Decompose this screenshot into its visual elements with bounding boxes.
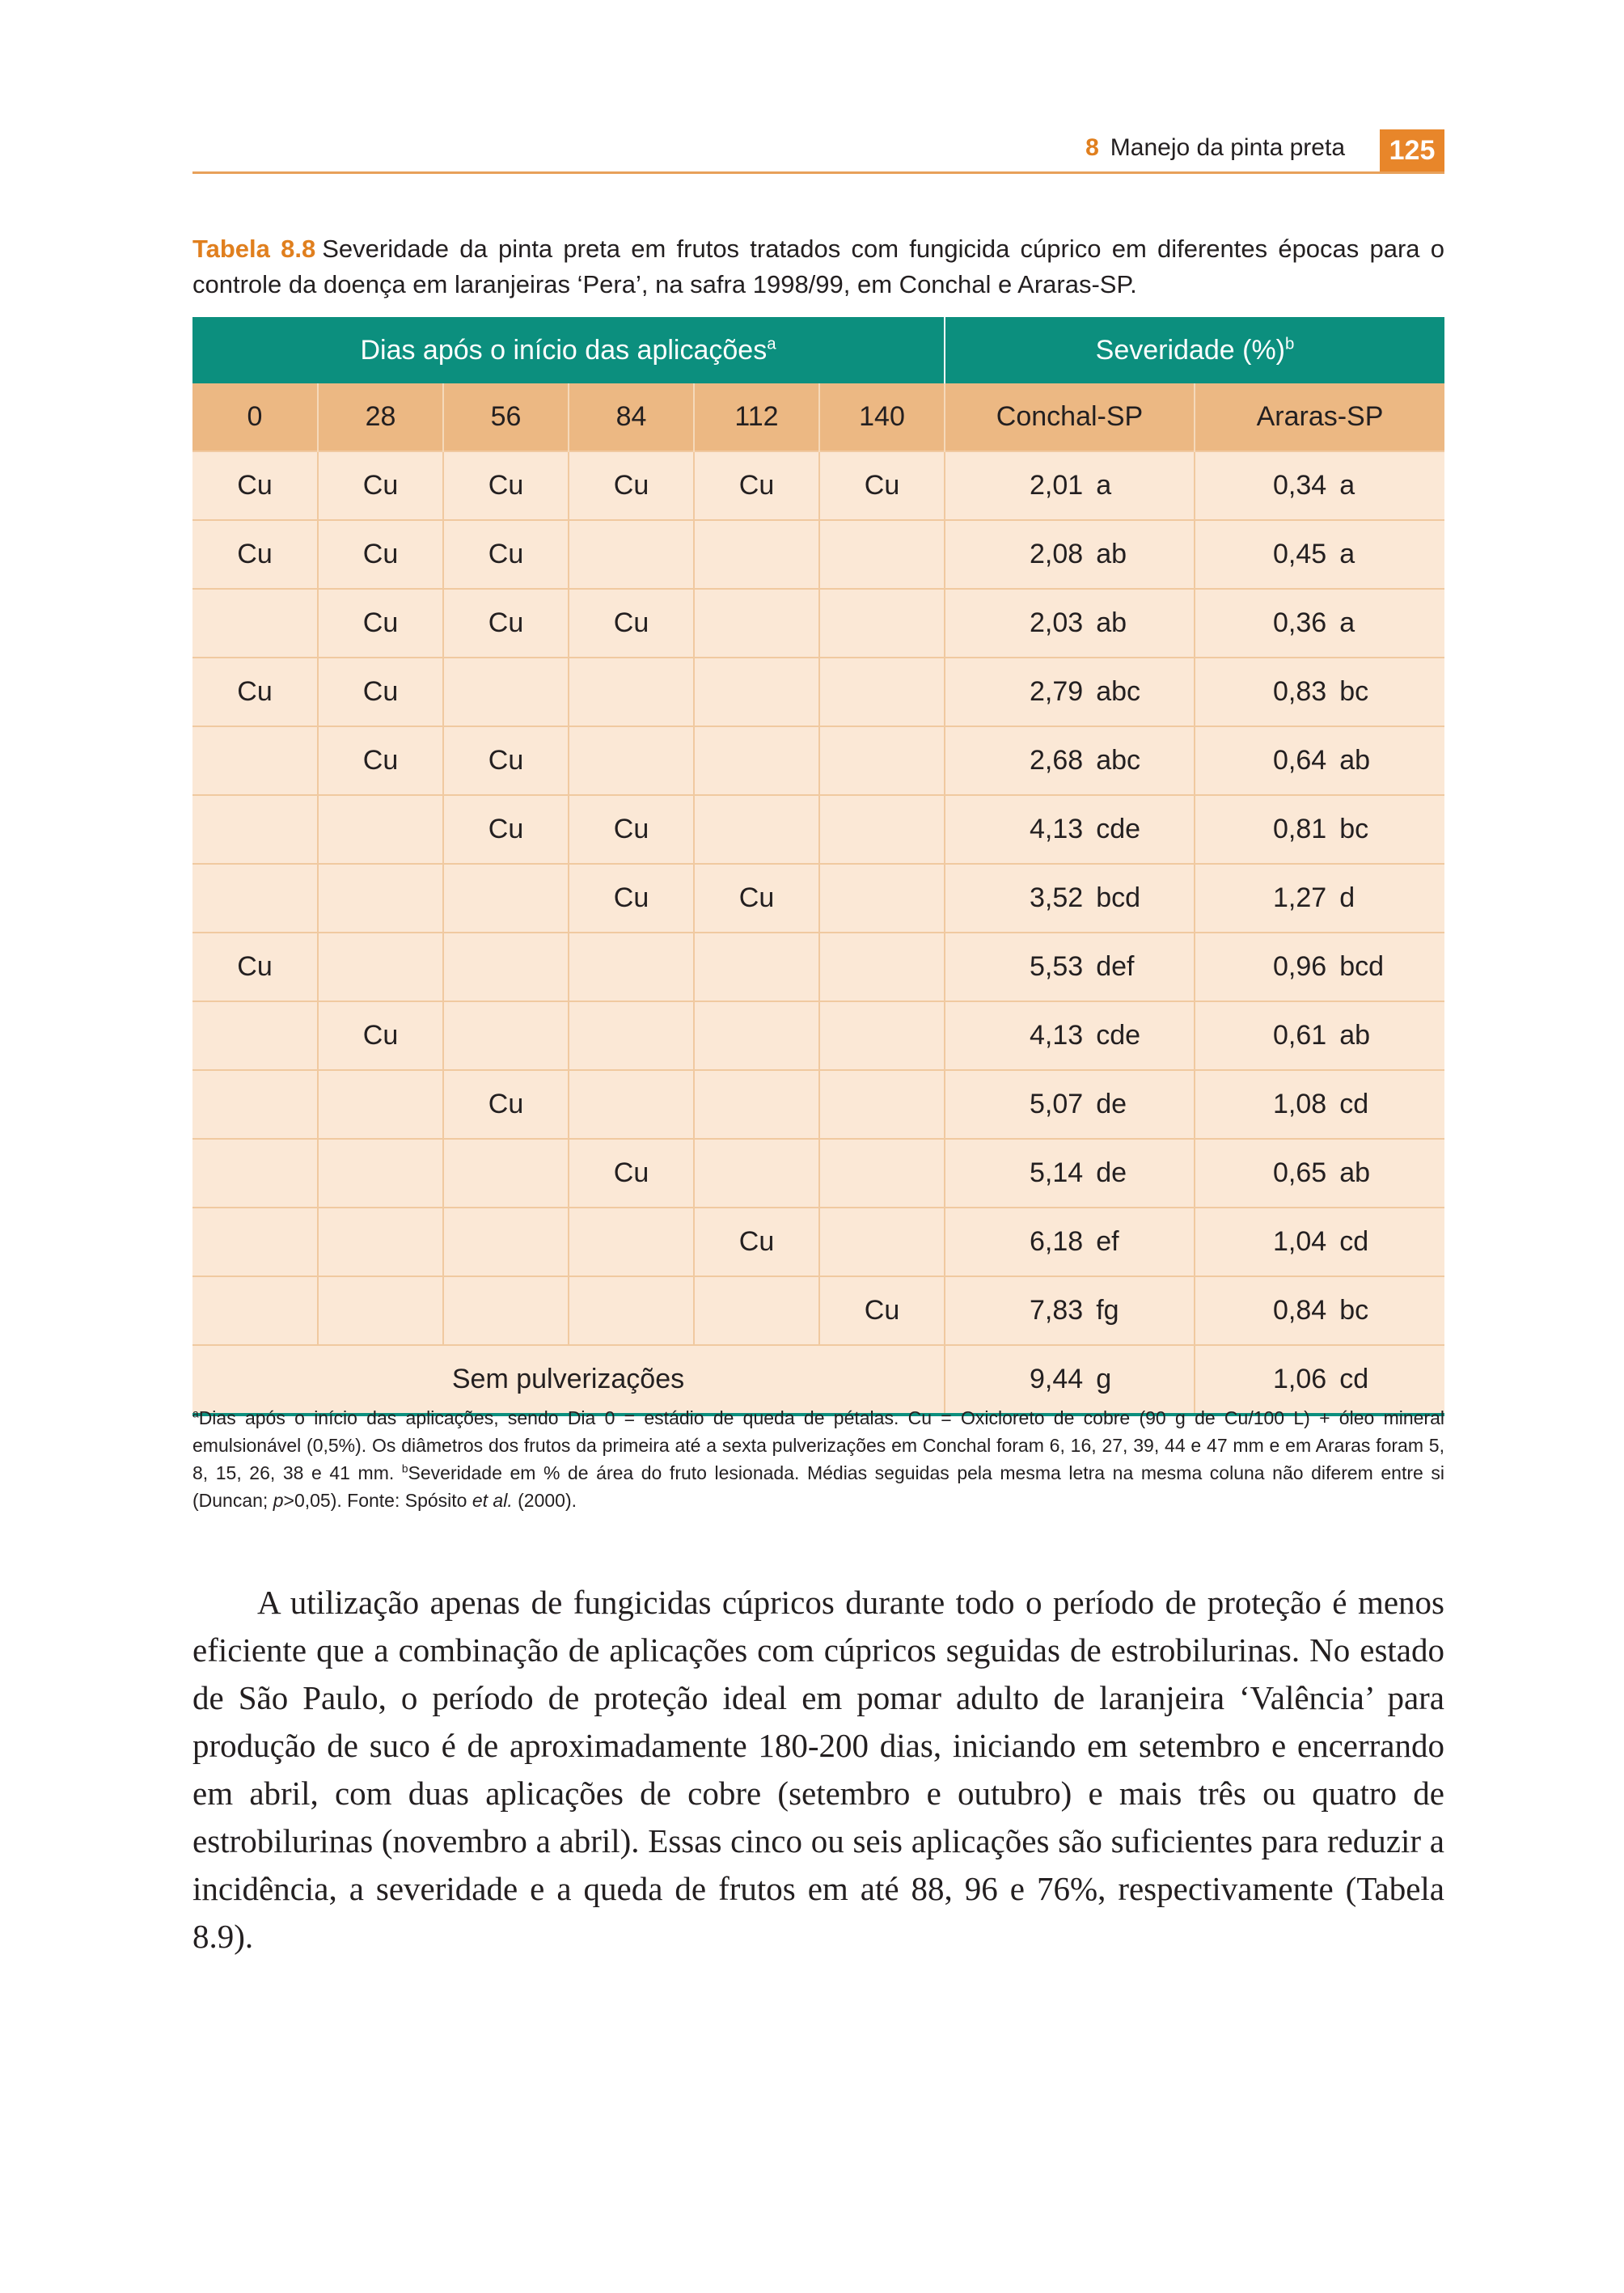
application-cell bbox=[192, 795, 318, 864]
column-header: 0 bbox=[192, 383, 318, 451]
application-cell bbox=[569, 1208, 694, 1276]
severity-cell: 2,68 abc bbox=[945, 726, 1195, 795]
application-cell bbox=[569, 1001, 694, 1070]
application-cell bbox=[819, 864, 945, 933]
column-header: 112 bbox=[694, 383, 819, 451]
application-cell bbox=[819, 726, 945, 795]
table-row bbox=[192, 795, 1444, 864]
severity-cell: 5,53 def bbox=[945, 933, 1195, 1001]
application-cell: Cu bbox=[694, 451, 819, 520]
severity-group-header: Severidade (%)$^b$ bbox=[945, 317, 1444, 383]
table-row bbox=[192, 1276, 1444, 1345]
severity-cell: 1,06 cd bbox=[1195, 1345, 1444, 1415]
application-cell bbox=[819, 1208, 945, 1276]
severity-cell: 0,45 a bbox=[1195, 520, 1444, 589]
application-cell bbox=[192, 1208, 318, 1276]
application-cell bbox=[443, 864, 569, 933]
table-caption-text: Severidade da pinta preta em frutos tratados com fungicida cúprico em diferentes épocas para o controle da doença em laranjeiras ‘Pera’, na safra 1998/99, em Conchal e Araras-SP. bbox=[192, 235, 1444, 298]
application-cell: Cu bbox=[569, 864, 694, 933]
application-cell bbox=[443, 1001, 569, 1070]
application-cell: Cu bbox=[192, 520, 318, 589]
severity-cell: 2,01 a bbox=[945, 451, 1195, 520]
application-cell bbox=[694, 795, 819, 864]
page-number: 125 bbox=[1380, 129, 1444, 171]
application-cell bbox=[192, 1001, 318, 1070]
severity-cell: 1,08 cd bbox=[1195, 1070, 1444, 1139]
chapter-title: Manejo da pinta preta bbox=[1110, 134, 1345, 161]
severity-cell: 7,83 fg bbox=[945, 1276, 1195, 1345]
application-cell bbox=[318, 864, 443, 933]
severity-cell: 0,61 ab bbox=[1195, 1001, 1444, 1070]
severity-cell: 0,83 bc bbox=[1195, 658, 1444, 726]
application-cell bbox=[819, 1001, 945, 1070]
severity-cell: 0,36 a bbox=[1195, 589, 1444, 658]
application-cell bbox=[694, 658, 819, 726]
application-cell bbox=[569, 1276, 694, 1345]
application-cell bbox=[318, 795, 443, 864]
application-cell bbox=[819, 658, 945, 726]
application-cell bbox=[819, 933, 945, 1001]
application-cell bbox=[318, 1276, 443, 1345]
application-cell: Cu bbox=[318, 589, 443, 658]
application-cell bbox=[694, 1001, 819, 1070]
application-cell: Cu bbox=[443, 520, 569, 589]
application-cell bbox=[694, 520, 819, 589]
severity-table bbox=[192, 317, 1444, 1416]
severity-cell: 5,07 de bbox=[945, 1070, 1195, 1139]
untreated-label: Sem pulverizações bbox=[192, 1345, 945, 1415]
application-cell bbox=[819, 1070, 945, 1139]
application-cell bbox=[569, 658, 694, 726]
application-cell: Cu bbox=[192, 451, 318, 520]
application-cell: Cu bbox=[192, 933, 318, 1001]
column-header: Araras-SP bbox=[1195, 383, 1444, 451]
application-cell: Cu bbox=[318, 451, 443, 520]
application-cell bbox=[694, 1139, 819, 1208]
severity-cell: 6,18 ef bbox=[945, 1208, 1195, 1276]
application-cell bbox=[318, 933, 443, 1001]
severity-cell: 4,13 cde bbox=[945, 1001, 1195, 1070]
application-cell bbox=[694, 589, 819, 658]
table-footnote: $^a$Dias após o início das aplicações, sendo Dia 0 = estádio de queda de pétalas. Cu = Oxicloreto de cobre (90 g de Cu/100 L) + óleo mineral emulsionável (0,5%). Os diâmetros dos frutos da primeira até a sexta pulverizações em Conchal foram 6, 16, 27, 39, 44 e 47 mm e em Araras foram 5, 8, 15, 26, 38 e 41 mm. $^b$Severidade em % de área do fruto lesionada. Médias seguidas pela mesma letra na mesma coluna não diferem entre si (Duncan; p>0,05). Fonte: Spósito et al. (2000). bbox=[192, 1407, 1444, 1511]
severity-cell: 0,81 bc bbox=[1195, 795, 1444, 864]
severity-cell: 0,64 ab bbox=[1195, 726, 1444, 795]
table-row bbox=[192, 1139, 1444, 1208]
application-cell: Cu bbox=[318, 520, 443, 589]
application-cell bbox=[569, 1070, 694, 1139]
application-cell: Cu bbox=[819, 1276, 945, 1345]
severity-cell: 0,34 a bbox=[1195, 451, 1444, 520]
application-cell: Cu bbox=[318, 726, 443, 795]
column-header: Conchal-SP bbox=[945, 383, 1195, 451]
application-cell: Cu bbox=[569, 451, 694, 520]
application-cell: Cu bbox=[192, 658, 318, 726]
application-cell: Cu bbox=[569, 1139, 694, 1208]
chapter-number: 8 bbox=[1085, 134, 1099, 161]
application-cell bbox=[192, 589, 318, 658]
severity-cell: 3,52 bcd bbox=[945, 864, 1195, 933]
application-cell bbox=[819, 520, 945, 589]
application-cell: Cu bbox=[819, 451, 945, 520]
application-cell bbox=[443, 933, 569, 1001]
application-cell bbox=[318, 1208, 443, 1276]
application-cell bbox=[694, 726, 819, 795]
application-cell bbox=[819, 589, 945, 658]
application-cell bbox=[569, 726, 694, 795]
application-cell bbox=[318, 1070, 443, 1139]
body-text bbox=[192, 1579, 1444, 1961]
severity-cell: 1,27 d bbox=[1195, 864, 1444, 933]
application-cell bbox=[192, 726, 318, 795]
severity-cell: 2,03 ab bbox=[945, 589, 1195, 658]
severity-cell: 0,84 bc bbox=[1195, 1276, 1444, 1345]
chapter-heading bbox=[1085, 134, 1345, 162]
table-row bbox=[192, 589, 1444, 658]
application-cell bbox=[192, 1070, 318, 1139]
severity-cell: 9,44 g bbox=[945, 1345, 1195, 1415]
table-row bbox=[192, 933, 1444, 1001]
application-cell bbox=[192, 1276, 318, 1345]
application-cell bbox=[443, 658, 569, 726]
application-cell bbox=[694, 933, 819, 1001]
table-row bbox=[192, 520, 1444, 589]
application-cell bbox=[694, 1070, 819, 1139]
column-header: 28 bbox=[318, 383, 443, 451]
severity-cell: 4,13 cde bbox=[945, 795, 1195, 864]
application-cell: Cu bbox=[443, 1070, 569, 1139]
severity-cell: 1,04 cd bbox=[1195, 1208, 1444, 1276]
application-cell: Cu bbox=[569, 589, 694, 658]
application-cell bbox=[819, 795, 945, 864]
application-cell bbox=[443, 1208, 569, 1276]
application-cell bbox=[192, 864, 318, 933]
column-header: 56 bbox=[443, 383, 569, 451]
severity-cell: 2,08 ab bbox=[945, 520, 1195, 589]
severity-cell: 0,65 ab bbox=[1195, 1139, 1444, 1208]
table-row bbox=[192, 726, 1444, 795]
table-row bbox=[192, 1001, 1444, 1070]
severity-cell: 5,14 de bbox=[945, 1139, 1195, 1208]
application-cell: Cu bbox=[569, 795, 694, 864]
application-cell bbox=[694, 1276, 819, 1345]
table-caption bbox=[192, 231, 1444, 302]
application-cell bbox=[569, 933, 694, 1001]
severity-cell: 2,79 abc bbox=[945, 658, 1195, 726]
running-header bbox=[192, 129, 1444, 174]
application-cell bbox=[192, 1139, 318, 1208]
table-row bbox=[192, 1208, 1444, 1276]
application-cell: Cu bbox=[443, 589, 569, 658]
days-group-header: Dias após o início das aplicações$^a$ bbox=[192, 317, 945, 383]
application-cell: Cu bbox=[443, 451, 569, 520]
body-paragraph: A utilização apenas de fungicidas cúpricos durante todo o período de proteção é menos eficiente que a combinação de aplicações com cúpricos seguidas de estrobilurinas. No estado de São Paulo, o período de proteção ideal em pomar adulto de laranjeira ‘Valência’ para produção de suco é de aproximadamente 180-200 dias, iniciando em setembro e encerrando em abril, com duas aplicações de cobre (setembro e outubro) e mais três ou quatro de estrobilurinas (novembro a abril). Essas cinco ou seis aplicações são suficientes para reduzir a incidência, a severidade e a queda de frutos em até 88, 96 e 76%, respectivamente (Tabela 8.9). bbox=[192, 1584, 1444, 1955]
table-row bbox=[192, 658, 1444, 726]
table-label: Tabela 8.8 bbox=[192, 235, 316, 263]
application-cell: Cu bbox=[443, 726, 569, 795]
application-cell bbox=[443, 1139, 569, 1208]
column-header: 140 bbox=[819, 383, 945, 451]
column-header: 84 bbox=[569, 383, 694, 451]
severity-cell: 0,96 bcd bbox=[1195, 933, 1444, 1001]
application-cell bbox=[819, 1139, 945, 1208]
application-cell: Cu bbox=[694, 864, 819, 933]
application-cell: Cu bbox=[318, 658, 443, 726]
table-row bbox=[192, 1070, 1444, 1139]
table-row bbox=[192, 451, 1444, 520]
application-cell bbox=[318, 1139, 443, 1208]
application-cell: Cu bbox=[443, 795, 569, 864]
application-cell: Cu bbox=[694, 1208, 819, 1276]
application-cell bbox=[443, 1276, 569, 1345]
application-cell: Cu bbox=[318, 1001, 443, 1070]
table-row bbox=[192, 864, 1444, 933]
application-cell bbox=[569, 520, 694, 589]
